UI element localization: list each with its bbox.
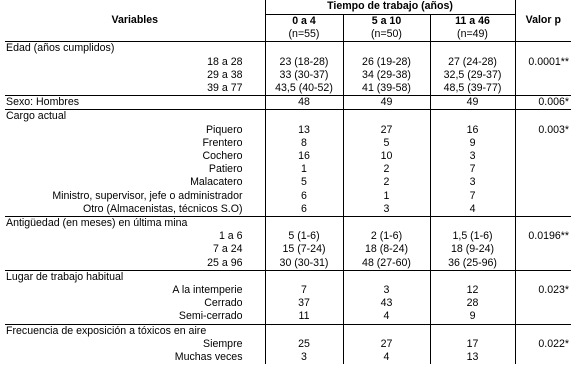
- cell-value: 3: [343, 203, 430, 217]
- row-label: 1 a 6: [218, 230, 243, 243]
- table-row: [5, 230, 571, 243]
- cell-value: 7: [430, 163, 515, 176]
- cell-value: 49: [430, 96, 515, 110]
- cell-value: 18 (9-24): [430, 243, 515, 256]
- cell-pvalue: [515, 176, 571, 189]
- cell-value: 12: [430, 284, 515, 297]
- cell-value: 9: [430, 310, 515, 324]
- cell-value: 32,5 (29-37): [430, 69, 515, 82]
- cell-value: 6: [265, 203, 343, 217]
- group-label: 11 a 46: [430, 15, 515, 29]
- group-n: (n=50): [343, 28, 430, 42]
- section-title: Frecuencia de exposición a tóxicos en aire: [6, 324, 207, 337]
- empty-cell: [430, 110, 515, 124]
- table-row: [5, 69, 571, 82]
- empty-cell: [343, 42, 430, 56]
- cell-value: 1: [343, 190, 430, 203]
- results-table: [5, 0, 571, 364]
- cell-pvalue: [515, 203, 571, 217]
- cell-value: 3: [430, 150, 515, 163]
- cell-pvalue: 0.022*: [515, 338, 571, 351]
- section-row: [5, 110, 571, 124]
- cell-value: 5 (1-6): [265, 230, 343, 243]
- cell-pvalue: [515, 69, 571, 82]
- section-row: [5, 217, 571, 231]
- empty-cell: [515, 110, 571, 124]
- variables-header: Variables: [5, 0, 265, 42]
- empty-cell: [343, 217, 430, 231]
- cell-value: 3: [430, 176, 515, 189]
- table-row: [5, 190, 571, 203]
- row-label: Otro (Almacenistas, técnicos S.O): [5, 203, 265, 217]
- table-row: [5, 310, 571, 324]
- row-label: 25 a 96: [5, 257, 265, 271]
- cell-value: 26 (19-28): [343, 56, 430, 69]
- cell-value: 3: [265, 351, 343, 364]
- cell-value: 5: [265, 176, 343, 189]
- cell-pvalue: 0.0196**: [515, 230, 571, 243]
- cell-value: 34 (29-38): [343, 69, 430, 82]
- table-row: [5, 176, 571, 189]
- cell-pvalue: [515, 257, 571, 271]
- group-n: (n=49): [430, 28, 515, 42]
- table-row: [5, 163, 571, 176]
- table-row: [5, 243, 571, 256]
- empty-cell: [343, 270, 430, 284]
- table-row: [5, 284, 571, 297]
- cell-pvalue: 0.0001**: [515, 56, 571, 69]
- empty-cell: [265, 110, 343, 124]
- cell-value: 4: [343, 351, 430, 364]
- section-row: [5, 324, 571, 338]
- empty-cell: [515, 270, 571, 284]
- cell-value: 43: [343, 297, 430, 310]
- cell-value: 16: [430, 124, 515, 137]
- row-label: Patiero: [208, 163, 243, 176]
- cell-value: 27: [343, 338, 430, 351]
- row-label: Semi-cerrado: [5, 310, 265, 324]
- row-label: A la intemperie: [172, 284, 243, 297]
- pvalue-header: Valor p: [515, 0, 571, 42]
- cell-pvalue: [515, 137, 571, 150]
- row-label: 18 a 28: [207, 55, 243, 68]
- cell-value: 7: [430, 190, 515, 203]
- cell-value: 1,5 (1-6): [430, 230, 515, 243]
- cell-value: 13: [430, 351, 515, 364]
- table-row: [5, 56, 571, 69]
- cell-value: 28: [430, 297, 515, 310]
- section-title: Lugar de trabajo habitual: [6, 270, 124, 283]
- cell-value: 5: [343, 137, 430, 150]
- section-row: [5, 42, 571, 56]
- section-title: Edad (años cumplidos): [6, 42, 115, 55]
- empty-cell: [430, 324, 515, 338]
- cell-value: 15 (7-24): [265, 243, 343, 256]
- row-label: Cerrado: [204, 297, 243, 310]
- empty-cell: [265, 217, 343, 231]
- group-title-header: Tiempo de trabajo (años): [265, 0, 515, 15]
- cell-value: 3: [343, 284, 430, 297]
- cell-value: 4: [430, 203, 515, 217]
- cell-pvalue: [515, 82, 571, 96]
- cell-value: 48,5 (39-77): [430, 82, 515, 96]
- table-row: [5, 297, 571, 310]
- cell-value: 37: [265, 297, 343, 310]
- table-row: [5, 257, 571, 271]
- cell-pvalue: [515, 163, 571, 176]
- empty-cell: [265, 42, 343, 56]
- cell-value: 1: [265, 163, 343, 176]
- cell-value: 2: [343, 176, 430, 189]
- cell-value: 7: [265, 284, 343, 297]
- row-label: Cochero: [202, 150, 243, 163]
- cell-value: 27: [343, 124, 430, 137]
- cell-pvalue: 0.023*: [515, 284, 571, 297]
- cell-pvalue: [515, 310, 571, 324]
- section-title: Cargo actual: [6, 110, 67, 123]
- table-row: [5, 82, 571, 96]
- table-row: [5, 203, 571, 217]
- cell-value: 11: [265, 310, 343, 324]
- group-label: 0 a 4: [265, 15, 343, 29]
- cell-value: 17: [430, 338, 515, 351]
- cell-value: 13: [265, 124, 343, 137]
- cell-value: 25: [265, 338, 343, 351]
- cell-value: 2 (1-6): [343, 230, 430, 243]
- cell-value: 30 (30-31): [265, 257, 343, 271]
- table-row: [5, 137, 571, 150]
- empty-cell: [265, 324, 343, 338]
- empty-cell: [265, 270, 343, 284]
- empty-cell: [515, 324, 571, 338]
- row-label: 7 a 24: [213, 243, 243, 256]
- cell-value: 48 (27-60): [343, 257, 430, 271]
- cell-pvalue: [515, 243, 571, 256]
- cell-pvalue: [515, 351, 571, 364]
- row-label: Malacatero: [190, 176, 243, 189]
- table-row: [5, 124, 571, 137]
- cell-value: 4: [343, 310, 430, 324]
- cell-value: 16: [265, 150, 343, 163]
- cell-pvalue: 0.003*: [515, 124, 571, 137]
- cell-value: 2: [343, 163, 430, 176]
- empty-cell: [430, 270, 515, 284]
- empty-cell: [515, 217, 571, 231]
- group-label: 5 a 10: [343, 15, 430, 29]
- section-title: Sexo: Hombres: [5, 96, 265, 110]
- section-row: [5, 270, 571, 284]
- empty-cell: [515, 42, 571, 56]
- section-title: Antigüedad (en meses) en última mina: [6, 217, 188, 230]
- cell-value: 8: [265, 137, 343, 150]
- cell-value: 41 (39-58): [343, 82, 430, 96]
- table-body: [5, 42, 571, 364]
- empty-cell: [430, 42, 515, 56]
- group-n: (n=55): [265, 28, 343, 42]
- cell-value: 43,5 (40-52): [265, 82, 343, 96]
- cell-value: 33 (30-37): [265, 69, 343, 82]
- table-row: [5, 338, 571, 351]
- empty-cell: [343, 110, 430, 124]
- cell-value: 36 (25-96): [430, 257, 515, 271]
- row-label: Muchas veces: [174, 351, 243, 364]
- table-row: [5, 96, 571, 110]
- cell-value: 10: [343, 150, 430, 163]
- cell-pvalue: [515, 297, 571, 310]
- row-label: Siempre: [203, 337, 243, 350]
- cell-pvalue: [515, 190, 571, 203]
- table-row: [5, 351, 571, 364]
- cell-value: 18 (8-24): [343, 243, 430, 256]
- table-row: [5, 150, 571, 163]
- row-label: 39 a 77: [5, 82, 265, 96]
- row-label: Ministro, supervisor, jefe o administrador: [52, 189, 243, 202]
- cell-pvalue: [515, 150, 571, 163]
- empty-cell: [430, 217, 515, 231]
- cell-value: 27 (24-28): [430, 56, 515, 69]
- row-label: Frentero: [202, 136, 243, 149]
- cell-value: 49: [343, 96, 430, 110]
- cell-value: 23 (18-28): [265, 56, 343, 69]
- row-label: 29 a 38: [207, 68, 243, 81]
- cell-value: 9: [430, 137, 515, 150]
- cell-value: 48: [265, 96, 343, 110]
- empty-cell: [343, 324, 430, 338]
- row-label: Piquero: [205, 123, 243, 136]
- cell-pvalue: 0.006*: [515, 96, 571, 110]
- cell-value: 6: [265, 190, 343, 203]
